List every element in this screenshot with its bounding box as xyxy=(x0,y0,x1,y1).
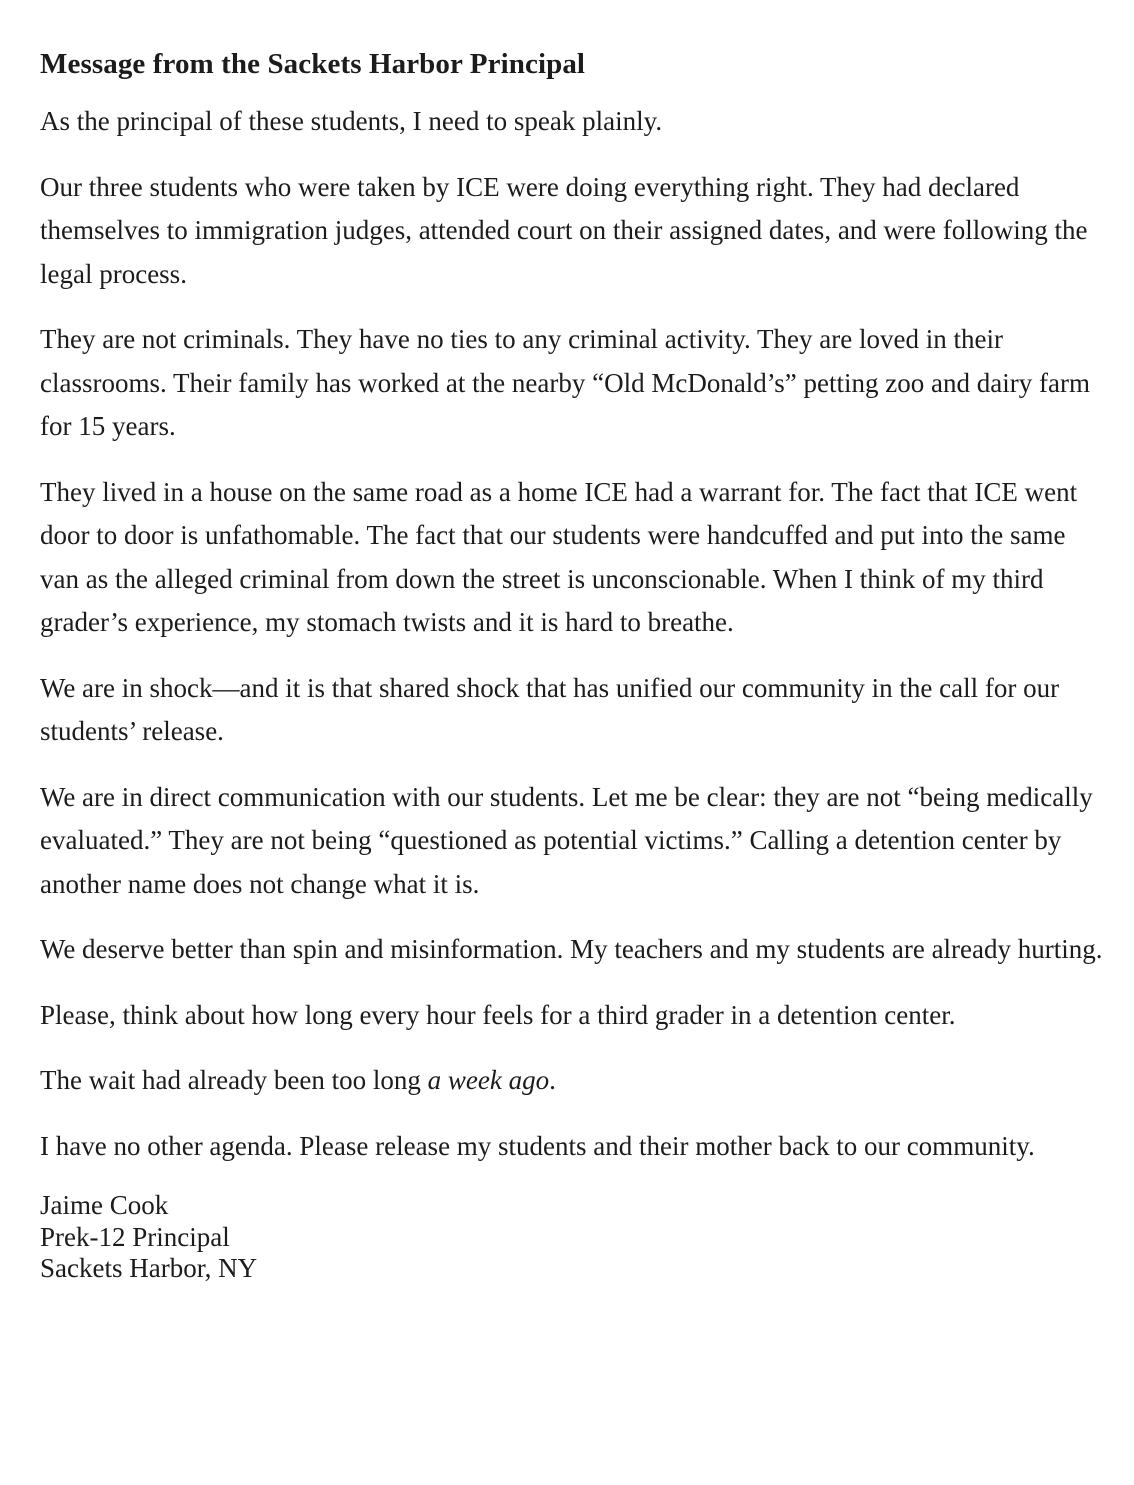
signature-role: Prek-12 Principal xyxy=(40,1221,230,1252)
wait-text: The wait had already been too long xyxy=(40,1065,421,1095)
paragraph-students-legal-process: Our three students who were taken by ICE were doing everything right. They had declared themselves to immigration judges, attended court on their assigned dates, and were following the legal process. xyxy=(40,171,1088,289)
paragraph-deserve-better: We deserve better than spin and misinformation. My teachers and my students are already hurting. xyxy=(40,934,1103,964)
signature-block xyxy=(40,1190,1110,1285)
paragraph-shock: We are in shock—and it is that shared shock that has unified our community in the call for our students’ release. xyxy=(40,672,1060,746)
signature-location: Sackets Harbor, NY xyxy=(40,1253,258,1283)
letter-title: Message from the Sackets Harbor Principal xyxy=(40,48,586,80)
paragraph-communication: We are in direct communication with our students. Let me be clear: they are not “being medically evaluated.” They are not being “questioned as potential victims.” Calling a detention center by another name does not change what it is. xyxy=(40,781,1093,899)
paragraph-every-hour: Please, think about how long every hour feels for a third grader in a detention center. xyxy=(40,999,956,1030)
wait-end: . xyxy=(549,1065,556,1095)
paragraph-house-warrant: They lived in a house on the same road as a home ICE had a warrant for. The fact that ICE went door to door is unfathomable. The fact that our students were handcuffed and put into the same van as the alleged criminal from down the street is unconscionable. When I think of my third grader’s experience, my stomach twists and it is hard to breathe. xyxy=(40,476,1078,637)
letter xyxy=(40,44,1110,1285)
paragraph-wait xyxy=(40,1059,1110,1103)
paragraph-not-criminals: They are not criminals. They have no ties to any criminal activity. They are loved in their classrooms. Their family has worked at the nearby “Old McDonald’s” petting zoo and dairy farm for 15 years. xyxy=(40,324,1090,441)
signature-name: Jaime Cook xyxy=(40,1190,169,1220)
wait-emphasis: a week ago xyxy=(427,1065,550,1095)
paragraph-intro: As the principal of these students, I need to speak plainly. xyxy=(40,106,663,136)
paragraph-closing: I have no other agenda. Please release my students and their mother back to our community. xyxy=(40,1130,1035,1161)
